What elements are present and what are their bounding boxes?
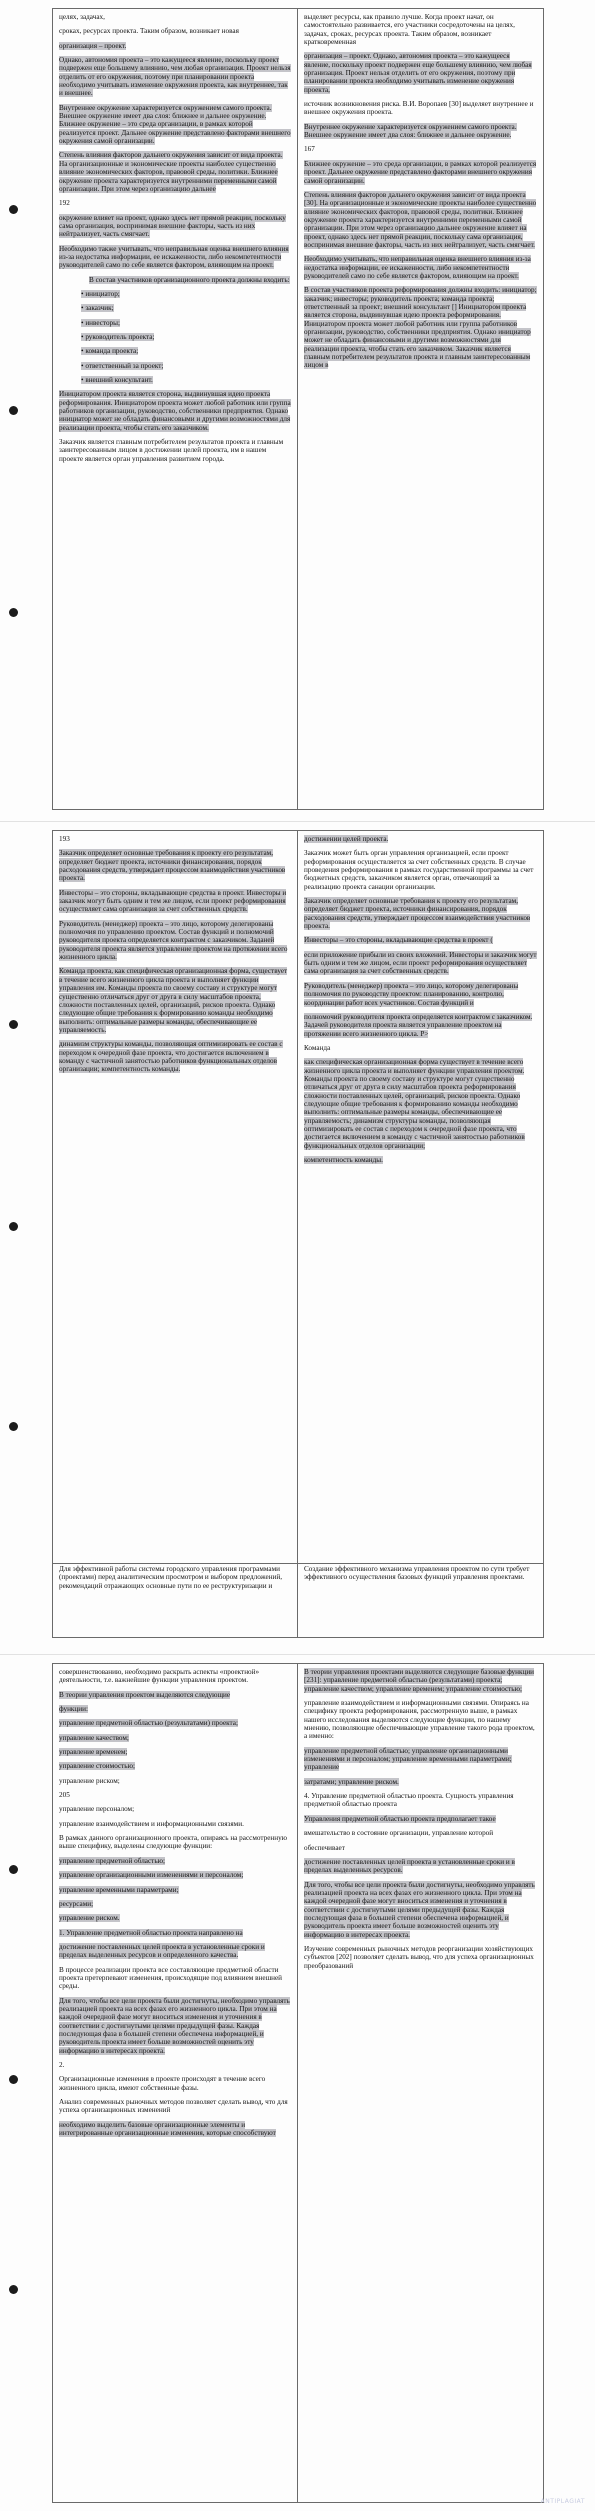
highlighted-text: ресурсами; — [59, 1899, 94, 1908]
paragraph — [59, 1834, 291, 1851]
binder-hole — [9, 1422, 18, 1431]
highlighted-text: управление качеством; — [59, 1733, 129, 1742]
comparison-table — [52, 8, 544, 810]
paragraph — [59, 245, 291, 270]
cell-text: Для эффективной работы системы городского управления программами (проектами) перед аналитическим просмотром и выбором предложений, рекомендаций отражающих основные пути по ее реструктуризации и — [59, 1565, 283, 1590]
paragraph — [59, 2098, 291, 2115]
source-column — [53, 831, 298, 1563]
paragraph-text: управление персоналом; — [59, 1805, 135, 1814]
highlighted-text: Инвесторы – это стороны, вкладывающие средства в проект. Инвесторы и заказчик могут быть одним и тем же лицом, если проект реформирования осуществляет сама организация за счет собственных средств. — [59, 888, 287, 914]
highlighted-text: Степень влияния факторов дальнего окружения зависит от вида проекта [30]. На организационные и экономические проекты наиболее существенно влияние экономических факторов, правовой среды, политики. Ближнее окружение проекта характеризуется внутренними переменными самой организации. При этом через организацию дальнее окружение влияет на проект, однако здесь нет прямой реакции, поскольку сама организация, воспринимая внешние факторы, часть из них нейтрализует, часть смягчает. — [304, 190, 537, 249]
compared-column — [298, 9, 543, 809]
paragraph — [59, 1762, 291, 1770]
highlighted-text: окружение влияет на проект, однако здесь нет прямой реакции, поскольку сама организация, воспринимая внешние факторы, часть из них нейтрализует, часть смягчает. — [59, 213, 286, 239]
highlighted-text: Степень влияния факторов дальнего окружения зависит от вида проекта. На организационные и экономические проекты наиболее существенно влияние экономических факторов, правовой среды, политики. Ближнее окружение проекта характеризуется внутренними переменными самой организации. При этом через организацию дальнее — [59, 151, 283, 193]
highlighted-text: функции: — [59, 1705, 88, 1714]
highlighted-text: достижении целей проекта. — [304, 835, 389, 843]
highlighted-text: Заказчик определяет основные требования к проекту его результатам, определяет бюджет проекта, источники финансирования, порядок расходования средств, утверждает процессом взаимодействия участников проекта. — [304, 897, 531, 931]
paragraph-text: выделяет ресурсы, как правило лучше. Когда проект начат, он самостоятельно развивается, его участники сосредоточены на целях, задачах, сроках, ресурсах проекта. Таким образом, возникает кратковременная — [304, 13, 515, 47]
compared-column — [298, 1664, 543, 2502]
paragraph — [304, 1747, 537, 1772]
paragraph — [304, 897, 537, 930]
paragraph — [59, 849, 291, 882]
paragraph — [59, 1040, 291, 1073]
paragraph — [59, 1914, 291, 1922]
document-page-2 — [0, 822, 595, 1655]
binder-hole — [9, 205, 18, 214]
paragraph — [81, 376, 291, 384]
paragraph — [304, 1945, 537, 1970]
highlighted-text: Руководитель (менеджер) проекта – это лицо, которому делегированы полномочия по управлению проектом. Состав функций и полномочий руководителя проекта определяется контрактом с заказчиком. Заданей руководителя проекта является управление проектом на протяжении всего жизненного цикла. — [59, 919, 288, 962]
paragraph — [81, 333, 291, 341]
highlighted-text: компетентность команды. — [304, 1156, 383, 1164]
paragraph — [59, 1943, 291, 1960]
highlighted-text: • инвесторы; — [81, 318, 120, 327]
paragraph — [59, 1668, 291, 1685]
paragraph-text: источник возникновения риска. В.И. Воропаев [30] выделяет внутреннее и внешнее окружения проекта. — [304, 100, 534, 117]
paragraph — [59, 1791, 291, 1799]
paragraph — [304, 123, 537, 140]
paragraph — [59, 104, 291, 146]
paragraph-text: Изучение современных рыночных методов реорганизации хозяйствующих субъектов [202] позволяет сделать вывод, что для успеха организационных преобразований — [304, 1944, 534, 1970]
paragraph — [304, 1778, 537, 1786]
compared-column — [298, 831, 543, 1563]
highlighted-text: затратами; управление риском. — [304, 1777, 399, 1786]
paragraph — [59, 1997, 291, 2055]
paragraph — [304, 951, 537, 976]
paragraph-text: 2. — [59, 2061, 65, 2069]
paragraph-text: 167 — [304, 145, 315, 154]
source-column — [53, 9, 298, 809]
paragraph — [304, 849, 537, 891]
binder-hole — [9, 406, 18, 415]
highlighted-text: организация – проект. — [59, 41, 127, 50]
highlighted-text: Для того, чтобы все цели проекта были достигнуты, необходимо управлять реализацией проекта на всех фазах его жизненного цикла. При этом на каждой очередной фазе могут вноситься изменения и уточнения в соответствии с достигнутыми целями предыдущей фазы. Каждая последующая фаза в большей степени обеспечена информацией, и руководитель проекта имеет больше возможностей оценить эту информацию в интересах проекта. — [59, 1996, 290, 2055]
paragraph — [59, 1734, 291, 1742]
paragraph — [304, 1858, 537, 1875]
highlighted-text: В теории управления проектом выделяются следующие — [59, 1690, 231, 1699]
binder-hole — [9, 2285, 18, 2294]
highlighted-text: В состав участников организационного проекта должны входить: — [89, 275, 290, 284]
paragraph — [304, 936, 537, 944]
paragraph-text: Команда — [304, 1043, 331, 1052]
paragraph — [59, 2061, 291, 2069]
binder-hole — [9, 608, 18, 617]
highlighted-text: Команда проекта, как специфическая организационная форма, существует в течение всего жизненного цикла проекта и выполняет функции управления им. Команды проекта по своему составу и структуре могут существенно отличаться друг от друга в силу масштабов проекта, сложности поставленных целей, организаций, рисков проекта. Однако следующие общие требования к формированию команды необходимо выполнить: оптимальные размеры команды, обеспечивающие ее управляемость. — [59, 967, 288, 1034]
paragraph-text: Заказчик является главным потребителем результатов проекта и главным заинтересованным лицом в достижении целей проекта, им в нашем проекте является орган управления развитием города. — [59, 438, 284, 463]
paragraph — [81, 319, 291, 327]
highlighted-text: полномочий руководителя проекта определяется контрактом с заказчиком. Задачей руководителя проекта является управление проектом на протяжении всего жизненного цикла. P> — [304, 1012, 533, 1038]
highlighted-text: В теории управления проектами выделяются следующие базовые функции [231]: управление предметной областью (результатами) проекта; управление качеством; управление временем; управление стоимостью; — [304, 1668, 535, 1693]
highlighted-text: управление предметной областью; — [59, 1856, 165, 1865]
paragraph — [59, 967, 291, 1034]
paragraph — [304, 1668, 537, 1693]
paragraph-text: 192 — [59, 199, 70, 208]
paragraph — [59, 1857, 291, 1865]
paragraph — [304, 1013, 537, 1038]
paragraph-text: В процессе реализации проекта все составляющие предметной области проекта претерпевают изменения, происходящие под влиянием внешней среды. — [59, 1965, 282, 1991]
highlighted-text: В состав участников проекта реформирования должны входить: инициатор; заказчик; инвесторы; руководитель проекта; команда проекта; ответственный за проект; внешний консультант [] Инициатором проекта является сторона, выдвинувшая идею проекта реформирования. Инициатором проекта может любой работник или группа работников организации, руководство, собственники предприятия. Однако инициатор может не обладать финансовыми и другими возможностями для реализации проекта, чтобы стать его заказчиком. Заказчик является главным потребителем результатов проекта и главным заинтересованным лицом в — [304, 286, 537, 370]
highlighted-text: управление временем; — [59, 1748, 128, 1757]
paragraph — [59, 2121, 291, 2138]
paragraph — [59, 1705, 291, 1713]
paragraph — [59, 199, 291, 207]
highlighted-text: как специфическая организационная форма существует в течение всего жизненного цикла проекта и выполняет функции управления проектом. Команды проекта по своему составу и структуре могут существенно отличаться друг от друга в силу масштабов проекта реформирования сложности поставленных целей, организаций, рисков проекта. Однако следующие общие требования к формированию команды необходимо выполнить: оптимальные размеры команды, обеспечивающие ее управляемость; динамизм структуры команды, позволяющая оптимизировать ее состав с переходом к очередной фазе проекта, что достигается включением в команду с частичной занятостью работников функциональных отделов организации; — [304, 1058, 525, 1150]
paragraph — [59, 1691, 291, 1699]
highlighted-text: Необходимо учитывать, что неправильная оценка внешнего влияния из-за недостатка информации, ее искаженности, либо некомпетентности руководителей само по себе является фактором, влияющим на проект. — [304, 255, 531, 280]
paragraph-text: целях, задачах, — [59, 13, 105, 21]
highlighted-text: • инициатор; — [81, 289, 120, 298]
highlighted-text: управление организационными изменениями и персоналом; — [59, 1871, 244, 1880]
paragraph — [304, 1792, 537, 1809]
paragraph — [59, 42, 291, 50]
paragraph-text: совершенствованию, необходимо раскрыть аспекты «проектной» деятельности, т.е. важнейшие функции управления проектом. — [59, 1668, 260, 1685]
document-page-3 — [0, 1655, 595, 2511]
paragraph — [304, 1699, 537, 1741]
compared-cell — [298, 1562, 543, 1637]
paragraph — [59, 1719, 291, 1727]
paragraph — [59, 438, 291, 463]
paragraph — [304, 52, 537, 94]
paragraph-text: Заказчик может быть орган управления организацией, если проект реформирования осуществляется за счет собственных средств. В случае проведения реформирования в рамках государственной программы за счет бюджетных средств, заказчиком является орган, отвечающий за реализацию проекта санации организации. — [304, 849, 534, 891]
paragraph — [304, 982, 537, 1007]
source-column — [53, 1664, 298, 2502]
paragraph — [59, 151, 291, 193]
highlighted-text: управление временными параметрами; — [59, 1885, 179, 1894]
paragraph — [304, 100, 537, 117]
paragraph-text: Анализ современных рыночных методов позволяет сделать вывод, что для успеха организационных изменений — [59, 2098, 288, 2115]
highlighted-text: Для того, чтобы все цели проекта были достигнуты, необходимо управлять реализацией проекта на всех фазах его жизненного цикла. При этом на каждой очередной фазе могут вноситься изменения и уточнения в соответствии с достигнутыми целями предыдущей фазы. Каждая последующая фаза в большей степени обеспечена информацией, и руководитель проекта имеет больше возможностей оценить эту информацию в интересах проекта. — [304, 1880, 535, 1939]
paragraph-text: 205 — [59, 1791, 70, 1800]
paragraph — [59, 1748, 291, 1756]
paragraph — [59, 1820, 291, 1828]
paragraph — [59, 27, 291, 35]
paragraph — [304, 1844, 537, 1852]
binder-hole — [9, 2075, 18, 2084]
paragraph — [304, 1058, 537, 1150]
paragraph — [304, 191, 537, 249]
paragraph-text: управление риском; — [59, 1776, 120, 1785]
paragraph — [304, 145, 537, 153]
table-row — [52, 1562, 544, 1638]
comparison-table — [52, 830, 544, 1564]
highlighted-text: Инициатором проекта является сторона, выдвинувшая идею проекта реформирования. Инициатором проекта может любой работник или группа работников организации, руководство, собственники предприятия. Однако инициатор может не обладать финансовыми и другими возможностями для реализации проекта, чтобы стать его заказчиком. — [59, 390, 291, 432]
paragraph — [81, 290, 291, 298]
paragraph — [304, 286, 537, 369]
paragraph — [59, 920, 291, 962]
highlighted-text: • ответственный за проект; — [81, 361, 164, 370]
highlighted-text: Необходимо также учитывать, что неправильная оценка внешнего влияния из-за недостатка информации, ее искаженности, либо некомпетентности руководителей само по себе является фактором, влияющим на проект. — [59, 244, 289, 270]
highlighted-text: достижение поставленных целей проекта в установленные сроки и пределах выделенных ресурсов и определенного качества. — [59, 1942, 265, 1960]
highlighted-text: Инвесторы – это стороны, вкладывающие средства в проект ( — [304, 936, 493, 945]
highlighted-text: • заказчик; — [81, 304, 114, 313]
paragraph-text: В рамках данного организационного проекта, опираясь на рассмотренную выше специфику, выделены следующие функции: — [59, 1834, 288, 1851]
paragraph — [81, 362, 291, 370]
paragraph — [59, 1966, 291, 1991]
paragraph — [59, 889, 291, 914]
highlighted-text: динамизм структуры команды, позволяющая оптимизировать ее состав с переходом к очередной фазе проекта, что достигается включением в команду с частичной занятостью работников функциональных отделов организации; компетентность команды. — [59, 1040, 283, 1074]
paragraph-text: управление взаимодействием и информационными связями. Опираясь на специфику проекта реформирования, рассмотренную выше, в рамках нашего исследования выделяются следующие функции, по нашему мнению, позволяющие обеспечивающие управление такого рода проектом, а именно: — [304, 1699, 535, 1741]
highlighted-text: Однако, автономия проекта – это кажущееся явление, поскольку проект подвержен еще большему влиянию, чем любая организация. Проект нельзя отделить от его окружения, поэтому при планировании проекта необходимо учитывать изменение окружения проекта, как внутреннее, так и внешнее. — [59, 56, 291, 98]
paragraph — [304, 1881, 537, 1939]
paragraph — [59, 2075, 291, 2092]
paragraph — [59, 1805, 291, 1813]
paragraph-text: управление взаимодействием и информационными связями. — [59, 1819, 244, 1828]
highlighted-text: Управления предметной областью проекта предполагает такое — [304, 1814, 496, 1823]
highlighted-text: Руководитель (менеджер) проекта – это лицо, которому делегированы полномочия по руководству проектом: планированию, контролю, координации работ всех участников. Состав функций и — [304, 981, 519, 1007]
cell-text: Создание эффективного механизма управления проектом по сути требует эффективного осуществления базовых функций управления проектами. — [304, 1565, 530, 1582]
paragraph — [304, 1815, 537, 1823]
document-page-1 — [0, 0, 595, 822]
highlighted-text: управление стоимостью; — [59, 1762, 135, 1771]
comparison-table — [52, 1663, 544, 2503]
paragraph — [304, 160, 537, 185]
highlighted-text: • команда проекта; — [81, 347, 139, 356]
binder-hole — [9, 1222, 18, 1231]
source-cell — [53, 1562, 298, 1637]
highlighted-text: если приложение прибыли из своих вложений. Инвесторы и заказчик могут быть одним и тем же лицом, если проект реформирования осуществляет сама организация за счет собственных средств. — [304, 950, 537, 976]
highlighted-text: • руководитель проекта; — [81, 332, 155, 341]
paragraph — [59, 1929, 291, 1937]
highlighted-text: Заказчик определяет основные требования к проекту его результатам, определяет бюджет проекта, источники финансирования, порядок расходования средств, утверждает процессом взаимодействия участников проекта. — [59, 849, 286, 883]
paragraph — [304, 1829, 537, 1837]
highlighted-text: организация – проект. Однако, автономия проекта – это кажущееся явление, поскольку проект подвержен еще большему влиянию, чем любая организация. Проект нельзя отделить от его окружения, поэтому при планировании проекта необходимо учитывать изменение окружения проекта, — [304, 52, 532, 94]
highlighted-text: управление предметной областью (результатами) проекта; — [59, 1719, 238, 1728]
paragraph-text: сроках, ресурсах проекта. Таким образом, возникает новая — [59, 27, 239, 36]
paragraph — [59, 1871, 291, 1879]
paragraph — [89, 276, 291, 284]
highlighted-text: Внутреннее окружение характеризуется окружением самого проекта. Внешнее окружение имеет два слоя: ближнее и дальнее окружение. Ближнее окружение – это среда организации, в рамках которой реализуется проект. Дальнее окружение представлено факторами внешнего окружения самой организации. — [59, 103, 291, 146]
paragraph — [81, 347, 291, 355]
paragraph — [59, 214, 291, 239]
watermark-logo: ANTIPLAGIAT — [540, 2498, 585, 2505]
paragraph — [304, 835, 537, 843]
highlighted-text: управление риском. — [59, 1914, 120, 1923]
highlighted-text: Ближнее окружение – это среда организации, в рамках которой реализуется проект. Дальнее окружение представлено факторами внешнего окружения самой организации. — [304, 159, 537, 185]
paragraph-text: 4. Управление предметной областью проекта. Сущность управления предметной областью проекта — [304, 1792, 514, 1809]
highlighted-text: 1. Управление предметной областью проекта направлено на — [59, 1928, 243, 1937]
paragraph — [304, 13, 537, 46]
page-number: 193 — [59, 835, 70, 843]
paragraph — [59, 1777, 291, 1785]
highlighted-text: • внешний консультант. — [81, 376, 153, 384]
binder-hole — [9, 1020, 18, 1029]
paragraph — [59, 1886, 291, 1894]
highlighted-text: необходимо выделить базовые организационные элементы и интегрированные организационные изменения, которые способствуют — [59, 2120, 276, 2138]
paragraph-text: вмешательство в состояние организации, управление которой — [304, 1829, 494, 1838]
paragraph-text: обеспечивает — [304, 1843, 345, 1852]
paragraph — [81, 304, 291, 312]
binder-hole — [9, 1865, 18, 1874]
highlighted-text: достижение поставленных целей проекта в установленные сроки и в пределах выделенных ресурсов. — [304, 1857, 515, 1875]
paragraph — [59, 13, 291, 21]
paragraph — [59, 56, 291, 98]
highlighted-text: управление предметной областью; управление организационными изменениями и персоналом; управление временными параметрами; управление — [304, 1746, 512, 1772]
paragraph-text: Организационные изменения в проекте происходят в течение всего жизненного цикла, имеют собственные фазы. — [59, 2075, 266, 2092]
paragraph — [304, 1156, 537, 1164]
paragraph — [59, 390, 291, 432]
highlighted-text: Внутреннее окружение характеризуется окружением самого проекта. Внешнее окружение имеет два слоя: ближнее и дальнее окружение. — [304, 122, 517, 140]
paragraph — [304, 255, 537, 280]
paragraph — [304, 1044, 537, 1052]
paragraph — [59, 1900, 291, 1908]
